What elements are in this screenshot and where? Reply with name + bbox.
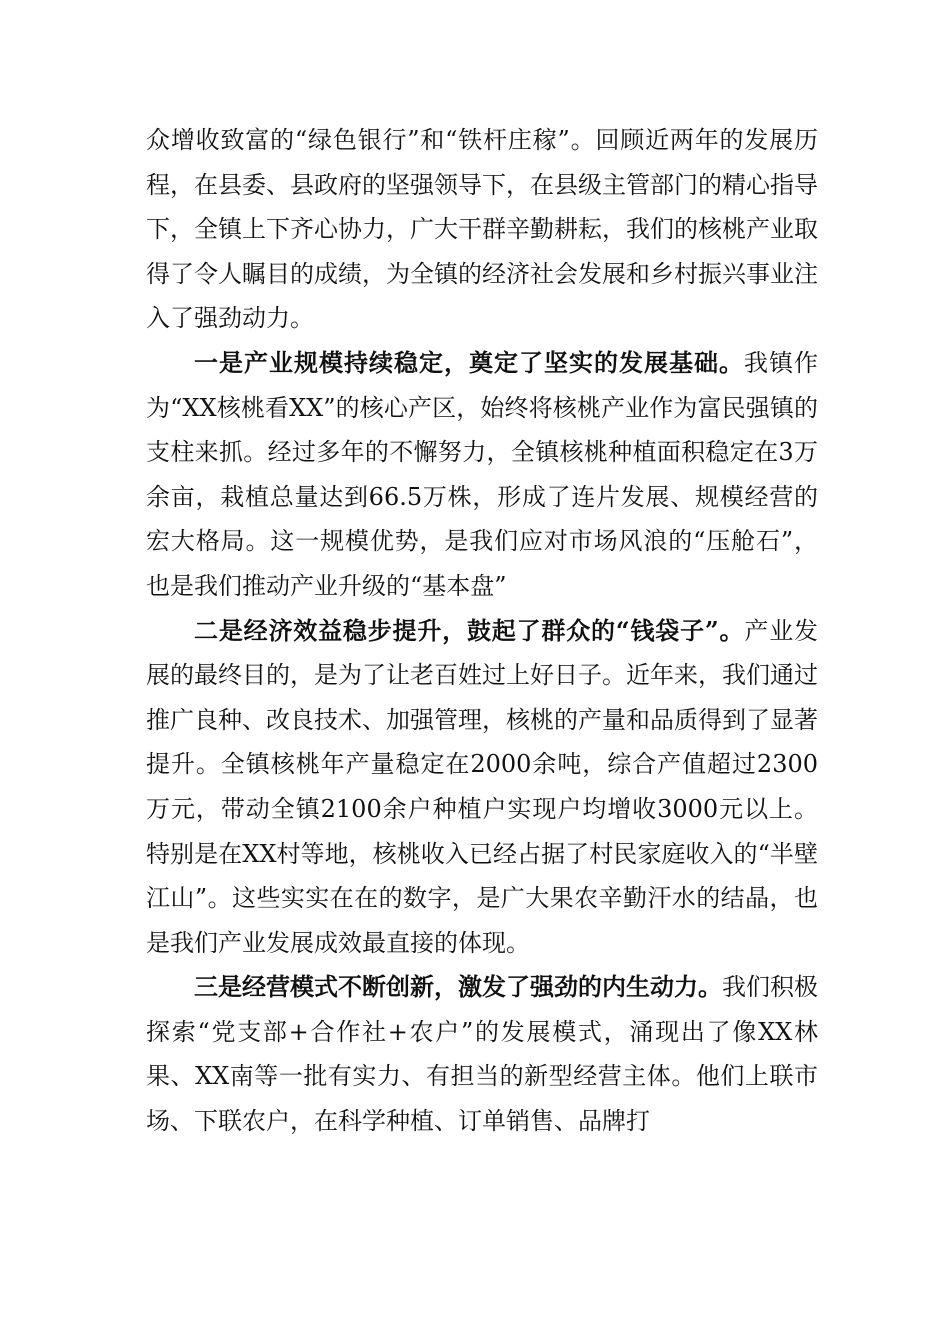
paragraph-economic-benefit [146,609,818,966]
paragraph-text: 我们积极探索“党支部+合作社+农户”的发展模式，涌现出了像XX林果、XX南等一批有实力、有担当的新型经营主体。他们上联市场、下联农户，在科学种植、订单销售、品牌打 [146,973,818,1136]
paragraph-business-model [146,965,818,1143]
document-body [146,118,818,1144]
paragraph-text: 众增收致富的“绿色银行”和“铁杆庄稼”。回顾近两年的发展历程，在县委、县政府的坚强领导下，在县级主管部门的精心指导下，全镇上下齐心协力，广大干群辛勤耕耘，我们的核桃产业取得了令人瞩目的成绩，为全镇的经济社会发展和乡村振兴事业注入了强劲动力。 [146,126,818,333]
paragraph-industry-scale [146,341,818,609]
paragraph-lead-heading: 三是经营模式不断创新，激发了强劲的内生动力。 [194,972,722,1002]
paragraph-text: 产业发展的最终目的，是为了让老百姓过上好日子。近年来，我们通过推广良种、改良技术、加强管理，核桃的产量和品质得到了显著提升。全镇核桃年产量稳定在2000余吨，综合产值超过2300万元，带动全镇2100余户种植户实现户均增收3000元以上。特别是在XX村等地，核桃收入已经占据了村民家庭收入的“半壁江山”。这些实实在在的数字，是广大果农辛勤汗水的结晶，也是我们产业发展成效最直接的体现。 [146,616,819,957]
paragraph-intro-continued [146,118,818,341]
paragraph-text: 我镇作为“XX核桃看XX”的核心产区，始终将核桃产业作为富民强镇的支柱来抓。经过多年的不懈努力，全镇核桃种植面积稳定在3万余亩，栽植总量达到66.5万株，形成了连片发展、规模经营的宏大格局。这一规模优势，是我们应对市场风浪的“压舱石”，也是我们推动产业升级的“基本盘” [146,348,818,600]
paragraph-lead-heading: 二是经济效益稳步提升，鼓起了群众的“钱袋子”。 [194,615,745,645]
paragraph-lead-heading: 一是产业规模持续稳定，奠定了坚实的发展基础。 [194,347,744,377]
